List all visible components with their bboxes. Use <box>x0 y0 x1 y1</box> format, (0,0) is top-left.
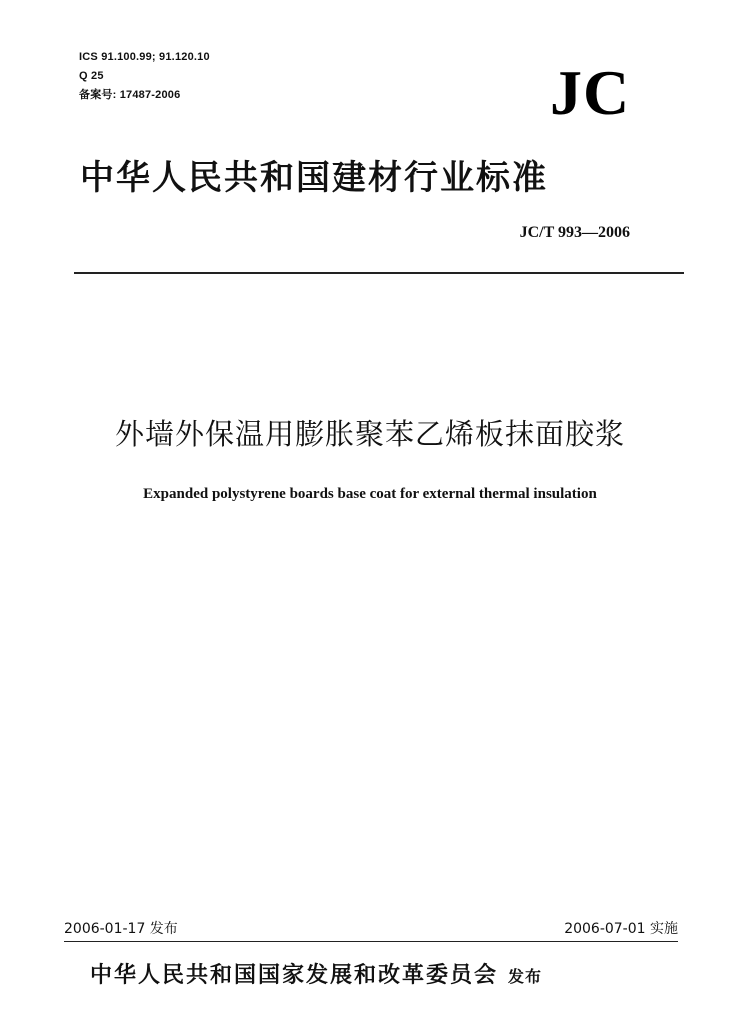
standard-number: JC/T 993—2006 <box>519 224 630 241</box>
date-row <box>64 918 678 940</box>
publisher-suffix: 发布 <box>508 967 543 986</box>
issue-date: 2006-01-17 发布 <box>64 921 178 937</box>
ics-code: ICS 91.100.99; 91.120.10 <box>79 51 210 63</box>
footer-divider <box>64 941 678 942</box>
document-title-chinese: 外墙外保温用膨胀聚苯乙烯板抹面胶浆 <box>114 417 625 451</box>
classification-block <box>79 48 210 105</box>
filing-number: 备案号: 17487-2006 <box>79 89 181 101</box>
industry-standard-title: 中华人民共和国建材行业标准 <box>80 158 548 198</box>
document-title-english: Expanded polystyrene boards base coat for external thermal insulation <box>143 486 597 502</box>
jc-logo: JC <box>550 57 631 128</box>
publisher-name: 中华人民共和国国家发展和改革委员会 <box>90 963 499 988</box>
header-divider <box>74 272 684 274</box>
implementation-date: 2006-07-01 实施 <box>564 921 678 937</box>
ccs-code: Q 25 <box>79 70 104 82</box>
publisher-line <box>90 960 542 993</box>
